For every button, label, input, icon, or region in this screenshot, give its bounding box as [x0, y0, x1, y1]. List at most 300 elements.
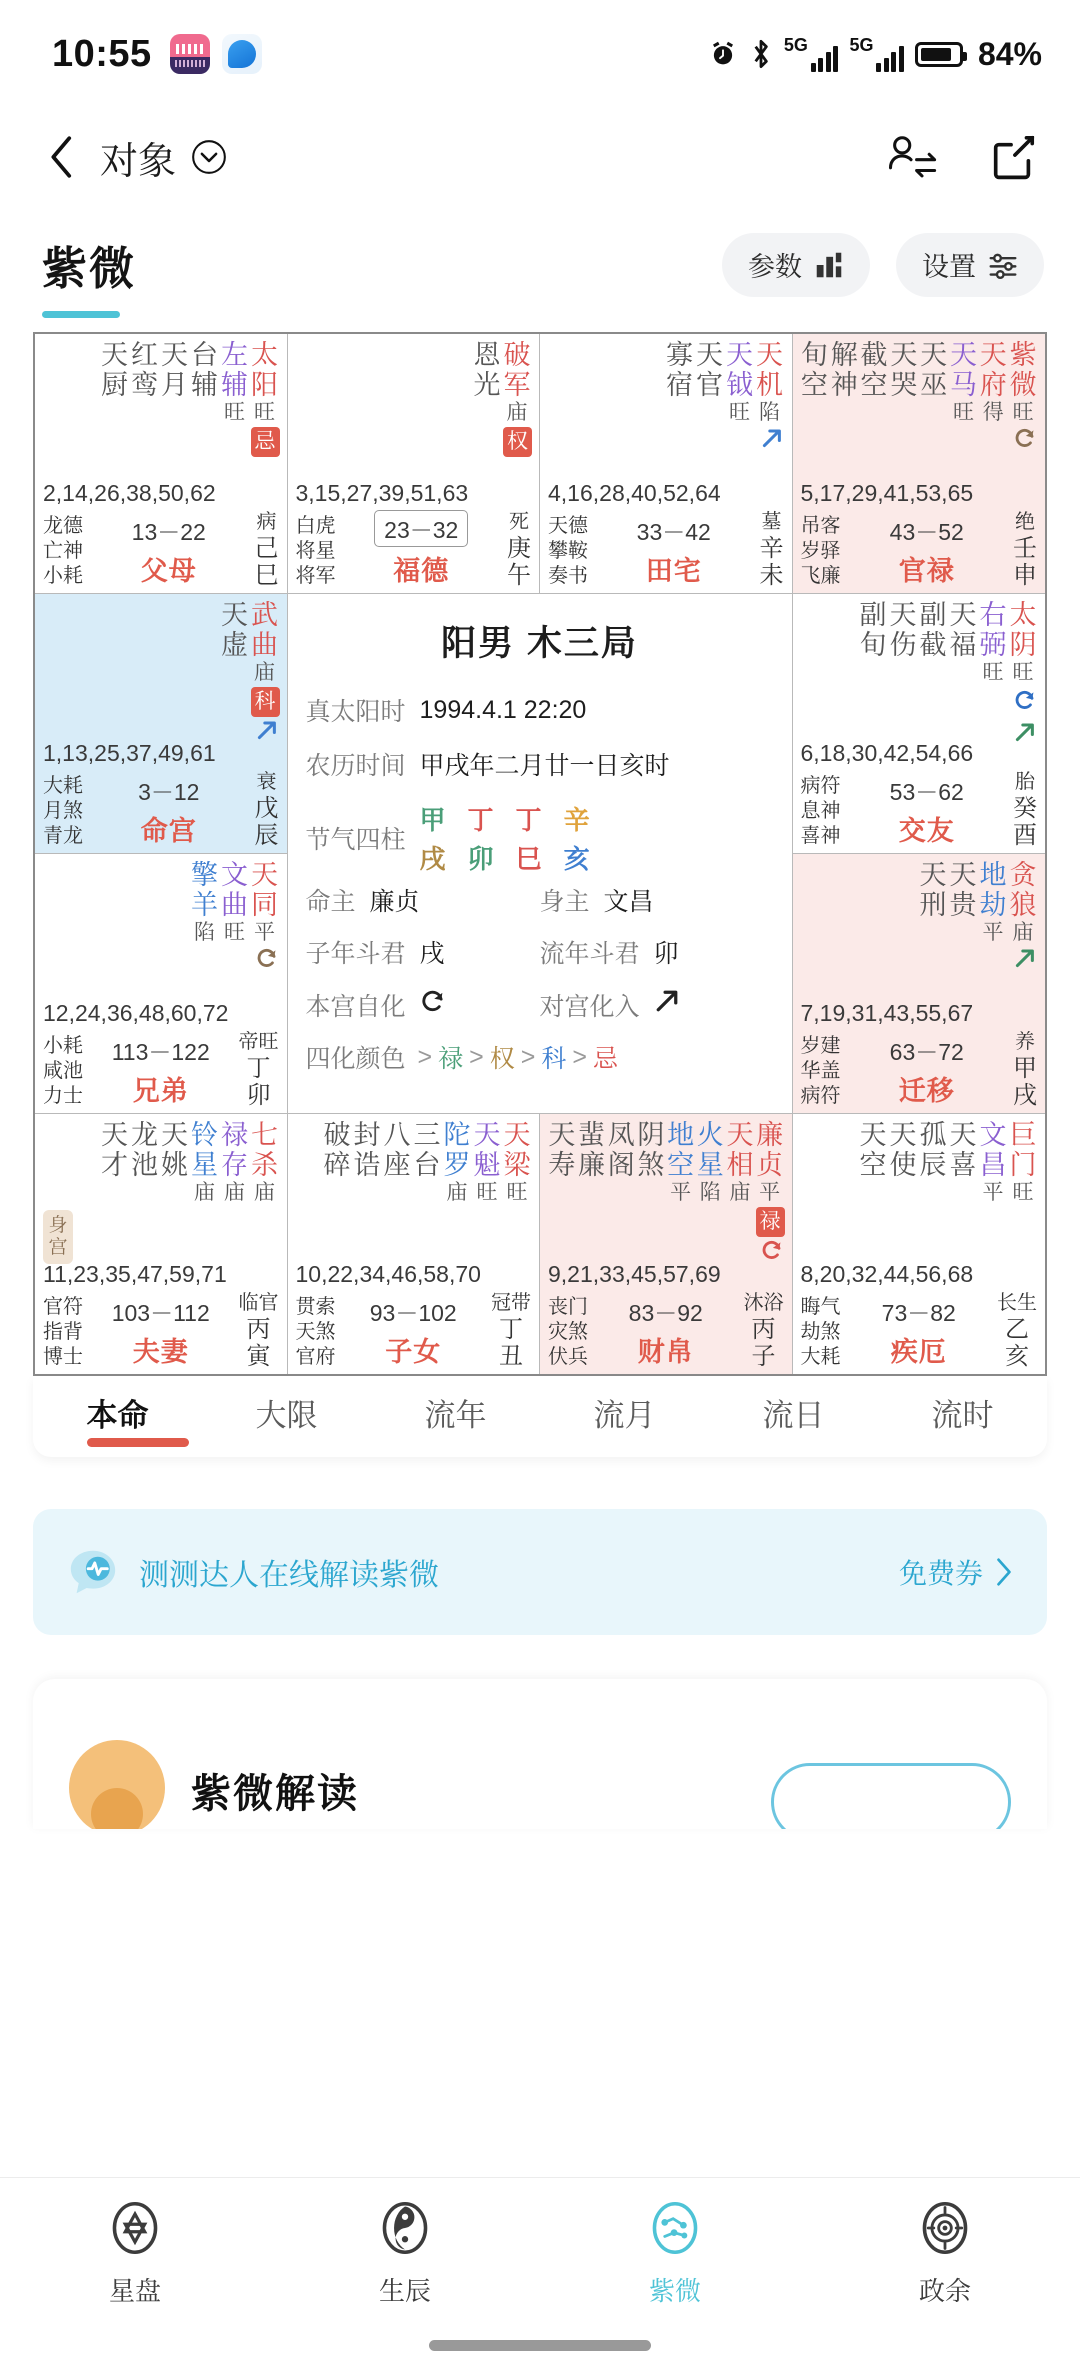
sihua-legend-row: [306, 1039, 774, 1075]
brightness: 旺: [254, 401, 275, 424]
palace-footer: [43, 770, 279, 849]
shensha-item: 攀鞍: [548, 540, 588, 562]
constellation-circle-icon: [647, 2200, 703, 2261]
sihua-legend-items: [418, 1039, 619, 1075]
palace-cell-福德[interactable]: [288, 334, 541, 594]
age-list: 4,16,28,40,52,64: [548, 480, 721, 506]
star-2: 红 鸾: [131, 340, 158, 400]
brightness: [412, 1181, 442, 1205]
shensha-list: [801, 1295, 841, 1370]
palace-stem-branch: [1013, 770, 1037, 849]
star-7: 天 梁: [503, 1120, 531, 1180]
page-header: [0, 206, 1080, 297]
decade-range: 73－82: [881, 1300, 956, 1326]
ming-zhu-value: 廉贞: [369, 888, 420, 916]
brightness: 旺: [224, 401, 245, 424]
params-button[interactable]: [722, 233, 870, 297]
ganzhi-char: 辛: [759, 535, 784, 562]
brightness: 得: [982, 401, 1004, 424]
decade-range: 53－62: [889, 779, 964, 805]
palace-cell-财帛[interactable]: [540, 1114, 793, 1374]
bottom-nav-label: 生辰: [378, 2276, 431, 2306]
lunar-label: 农历时间: [305, 752, 406, 780]
promo-banner[interactable]: [33, 1509, 1047, 1635]
palace-stem-branch: [255, 770, 279, 849]
brightness-row: [547, 401, 785, 425]
star-1: 天 寿: [548, 1120, 576, 1180]
brightness: 平: [670, 1181, 692, 1204]
star-list: [547, 1120, 785, 1180]
shensha-list: [801, 1034, 841, 1109]
interpretation-card-button[interactable]: [771, 1763, 1011, 1829]
tab-本命[interactable]: 本命: [86, 1398, 149, 1433]
chevron-right-icon: [993, 1557, 1015, 1587]
star-list: [800, 1120, 1039, 1180]
liu-dou-label: 流年斗君: [539, 940, 640, 968]
brightness: [829, 401, 859, 425]
bottom-nav-星盘[interactable]: [0, 2200, 270, 2308]
palace-cell-疾厄[interactable]: [793, 1114, 1046, 1374]
promo-cta-label: 免费券: [898, 1558, 983, 1589]
shensha-item: 小耗: [43, 1035, 83, 1057]
star-1: 天 空: [859, 1120, 887, 1180]
shensha-item: 奏书: [548, 565, 588, 587]
sihua-separator: >: [520, 1042, 536, 1071]
bottom-nav-紫微[interactable]: [540, 2200, 810, 2308]
bilibili-icon: [170, 34, 210, 74]
shensha-item: 丧门: [548, 1296, 588, 1318]
changsheng: 死: [509, 511, 529, 533]
star-8: 紫 微: [1009, 340, 1037, 400]
decade-range: 63－72: [889, 1039, 964, 1065]
palace-stem-branch: [1013, 510, 1037, 589]
palace-cell-交友[interactable]: [793, 594, 1046, 854]
changsheng: 养: [1015, 1031, 1035, 1053]
brightness: [322, 1181, 352, 1205]
shensha-item: 官符: [43, 1296, 83, 1318]
star-6: 火 星: [696, 1120, 724, 1180]
shensha-item: 月煞: [43, 800, 83, 822]
shensha-item: 华盖: [800, 1060, 841, 1082]
shensha-item: 病符: [800, 775, 841, 797]
changsheng: 胎: [1015, 771, 1035, 793]
decade-range: 3－12: [138, 779, 200, 805]
star-2: 封 诰: [353, 1120, 381, 1180]
brightness: [948, 661, 978, 685]
sihua-separator: >: [572, 1042, 587, 1071]
shensha-item: 力士: [43, 1085, 83, 1107]
star-5: 右 弼: [979, 600, 1007, 660]
star-list: [42, 600, 280, 660]
ganzhi-char: 午: [507, 562, 531, 589]
star-5: 禄 存: [221, 1120, 248, 1180]
transform-in-arrow-icon: [1012, 945, 1038, 976]
brightness: [577, 1181, 607, 1205]
age-list: 1,13,25,37,49,61: [43, 740, 216, 766]
ganzhi-char: 亥: [1005, 1343, 1029, 1370]
star-list: [42, 860, 280, 920]
ganzhi-char: 己: [254, 535, 279, 562]
palace-stem-branch: [239, 1291, 279, 1370]
signal-1: 5G: [784, 36, 839, 72]
shensha-item: 岁建: [800, 1035, 841, 1057]
palace-footer: [296, 510, 532, 589]
ganzhi-char: 戊: [254, 795, 279, 822]
palace-footer: [801, 1030, 1038, 1109]
star-2: 天 贵: [949, 860, 977, 920]
shensha-item: 岁驿: [800, 540, 841, 562]
star-2: 天 官: [696, 340, 723, 400]
palace-footer: [296, 1291, 532, 1370]
decade-range: 43－52: [889, 519, 964, 545]
promo-text: 测测达人在线解读紫微: [139, 1559, 439, 1592]
age-list: 12,24,36,48,60,72: [43, 1000, 229, 1026]
settings-label: 设置: [922, 252, 976, 282]
brightness: [220, 661, 250, 685]
tab-流月[interactable]: 流月: [593, 1398, 656, 1433]
star-2: 武 曲: [251, 600, 278, 660]
shensha-item: 博士: [43, 1346, 83, 1368]
lunar-value: 甲戌年二月廿一日亥时: [419, 752, 670, 780]
battery-percent: 84%: [977, 35, 1042, 72]
shensha-list: [801, 514, 841, 589]
palace-footer: [548, 1291, 784, 1370]
palace-name: 田宅: [645, 556, 702, 586]
brightness: [100, 401, 130, 425]
age-list: 5,17,29,41,53,65: [800, 480, 974, 506]
star-6: 七 杀: [251, 1120, 278, 1180]
sihua-separator: >: [469, 1042, 484, 1071]
shensha-item: 将星: [295, 540, 336, 562]
brightness: [160, 401, 190, 425]
changsheng: 沐浴: [743, 1292, 784, 1314]
ganzhi-char: 子: [751, 1343, 776, 1370]
brightness: [130, 401, 160, 425]
ming-zhu: [306, 882, 540, 918]
ganzhi-char: 丁: [499, 1316, 523, 1343]
palace-cell-兄弟[interactable]: [35, 854, 288, 1114]
palace-name: 疾厄: [890, 1337, 947, 1367]
hexagram-circle-icon: [107, 2200, 163, 2261]
star-2: 天 伤: [889, 600, 917, 660]
star-7: 天 府: [979, 340, 1007, 400]
star-5: 左 辅: [221, 340, 248, 400]
star-2: 蜚 廉: [578, 1120, 606, 1180]
brightness: 庙: [729, 1181, 751, 1204]
star-3: 截 空: [860, 340, 888, 400]
pillar-branch: 巳: [515, 844, 542, 874]
star-list: [547, 340, 785, 400]
palace-cell-田宅[interactable]: [540, 334, 793, 594]
star-5: 文 昌: [979, 1120, 1007, 1180]
chart-scope-tabs: [33, 1376, 1047, 1457]
brightness-row: [42, 1181, 280, 1205]
palace-cell-夫妻[interactable]: [35, 1114, 288, 1374]
palace-cell-父母[interactable]: [35, 334, 288, 594]
params-grid-icon: [814, 250, 844, 280]
brightness: [948, 921, 978, 945]
decade-range: 113－122: [111, 1039, 210, 1065]
palace-name: 迁移: [898, 1076, 955, 1106]
palace-cell-命宫[interactable]: [35, 594, 288, 854]
palace-cell-官禄[interactable]: [793, 334, 1046, 594]
star-4: 阴 煞: [637, 1120, 665, 1180]
bottom-nav-政余[interactable]: [810, 2200, 1080, 2308]
age-list: 9,21,33,45,57,69: [548, 1261, 721, 1287]
age-list: 7,19,31,43,55,67: [800, 1000, 974, 1026]
shensha-item: 飞廉: [800, 565, 841, 587]
palace-footer: [801, 510, 1038, 589]
star-2: 破 军: [503, 340, 531, 400]
palace-footer: [801, 770, 1038, 849]
self-transform-loop-icon: [418, 986, 448, 1023]
brightness: 陷: [699, 1181, 721, 1204]
brightness: 庙: [254, 661, 275, 684]
brightness: [472, 401, 502, 425]
shensha-item: 指背: [43, 1321, 83, 1343]
page-title-underline: [42, 311, 120, 318]
transform-in-arrow-icon: [652, 986, 682, 1023]
transform-in-arrow-icon: [1012, 719, 1038, 750]
palace-name: 福德: [393, 556, 450, 586]
sihua-badge: 忌: [251, 427, 280, 457]
pillar-stem: 丁: [515, 805, 542, 835]
shensha-list: [801, 774, 841, 849]
palace-stem-branch: [760, 510, 784, 589]
sihua-separator: >: [417, 1042, 433, 1071]
brightness: 旺: [1012, 661, 1034, 684]
decade-range: 93－102: [369, 1300, 457, 1326]
transform-legend-row: [306, 986, 774, 1023]
sihua-item-1: 禄: [438, 1045, 464, 1073]
palace-name: 父母: [140, 556, 197, 586]
brightness: [888, 661, 918, 685]
pillar-stem: 辛: [563, 805, 590, 835]
alarm-icon: [708, 39, 738, 69]
palace-stem-branch: [744, 1291, 784, 1370]
four-pillars-label: 节气四柱: [305, 826, 406, 854]
palace-footer: [43, 1030, 279, 1109]
interpretation-card[interactable]: [33, 1679, 1047, 1829]
settings-sliders-icon: [988, 250, 1018, 280]
ganzhi-char: 丙: [246, 1316, 271, 1343]
shensha-item: 天煞: [295, 1321, 336, 1343]
ganzhi-char: 未: [759, 562, 784, 589]
shensha-item: 喜神: [800, 825, 841, 847]
star-5: 陀 罗: [443, 1120, 471, 1180]
dou-jun-row: [306, 934, 774, 970]
brightness: 庙: [506, 401, 528, 424]
star-1: 副 旬: [859, 600, 887, 660]
decade-range: 13－22: [131, 519, 206, 545]
yinyang-circle-icon: [377, 2200, 433, 2261]
chart-type-title: 阳男 木三局: [441, 624, 638, 663]
star-list: [800, 340, 1039, 400]
center-info-panel: [288, 594, 793, 1114]
star-1: 旬 空: [800, 340, 828, 400]
star-2: 龙 池: [131, 1120, 158, 1180]
brightness: [948, 1181, 978, 1205]
shen-zhu-label: 身主: [539, 888, 590, 916]
true-solar-value: 1994.4.1 22:20: [419, 695, 587, 724]
status-time: 10:55: [52, 32, 152, 75]
brightness: [889, 401, 919, 425]
brightness: 庙: [224, 1181, 245, 1204]
star-4: 天 喜: [949, 1120, 977, 1180]
palace-cell-子女[interactable]: [288, 1114, 541, 1374]
brightness: 平: [759, 1181, 781, 1204]
shensha-item: 大耗: [43, 775, 83, 797]
changsheng: 临官: [238, 1292, 279, 1314]
brightness: [665, 401, 695, 425]
transform-marks: [800, 427, 1039, 453]
palace-stem-branch: [239, 1030, 279, 1109]
shensha-list: [43, 1034, 83, 1109]
ganzhi-char: 壬: [1013, 535, 1037, 562]
shensha-item: 小耗: [43, 565, 83, 587]
palace-footer: [548, 510, 784, 589]
pillar-4: [564, 800, 590, 876]
self-transform-loop-icon: [1012, 687, 1038, 718]
shensha-list: [296, 514, 336, 589]
cloud-icon: [222, 34, 262, 74]
brightness: 旺: [224, 921, 245, 944]
changsheng: 衰: [256, 771, 277, 793]
star-1: 恩 光: [473, 340, 501, 400]
changsheng: 帝旺: [238, 1031, 279, 1053]
self-transform-label: 本宫自化: [305, 992, 406, 1021]
brightness-row: [42, 401, 280, 425]
brightness: 平: [254, 921, 275, 944]
brightness: [859, 401, 889, 425]
tab-流年[interactable]: 流年: [424, 1398, 487, 1433]
shensha-item: 官府: [295, 1346, 336, 1368]
tab-大限[interactable]: 大限: [255, 1398, 318, 1433]
sihua-item-2: 权: [489, 1045, 515, 1073]
true-solar-label: 真太阳时: [305, 698, 406, 726]
brightness: [130, 1181, 160, 1205]
tab-流时[interactable]: 流时: [931, 1398, 994, 1433]
pillar-1: [420, 800, 446, 876]
star-1: 擎 羊: [191, 860, 218, 920]
changsheng: 病: [256, 511, 277, 533]
transform-in-arrow-icon: [759, 425, 785, 456]
changsheng: 冠带: [491, 1292, 531, 1314]
sihua-label: 四化颜色: [305, 1045, 406, 1073]
brightness: 庙: [446, 1181, 468, 1204]
share-icon[interactable]: [986, 130, 1040, 184]
star-7: 天 相: [726, 1120, 754, 1180]
sihua-item-3: 科: [541, 1045, 567, 1073]
shensha-item: 伏兵: [548, 1346, 588, 1368]
params-label: 参数: [748, 252, 802, 282]
star-6: 巨 门: [1009, 1120, 1037, 1180]
brightness: 旺: [476, 1181, 498, 1204]
app-nav-bar: [0, 108, 1080, 206]
switch-person-icon[interactable]: [886, 130, 940, 184]
star-4: 贪 狼: [1009, 860, 1037, 920]
changsheng: 绝: [1015, 511, 1035, 533]
brightness: [888, 1181, 918, 1205]
brightness: [100, 1181, 130, 1205]
brightness: [695, 401, 725, 425]
shensha-list: [43, 514, 83, 589]
pillar-2: [468, 800, 494, 876]
star-1: 天 虚: [221, 600, 248, 660]
star-1: 天 才: [101, 1120, 128, 1180]
brightness: [606, 1181, 636, 1205]
ganzhi-char: 癸: [1013, 795, 1037, 822]
brightness: 旺: [1012, 401, 1034, 424]
palace-name: 子女: [385, 1337, 442, 1367]
palace-cell-迁移[interactable]: [793, 854, 1046, 1114]
decade-range: 33－42: [636, 519, 711, 545]
self-transform-legend: [306, 986, 540, 1023]
ganzhi-char: 辰: [254, 822, 279, 849]
brightness-row: [42, 921, 280, 945]
shensha-item: 白虎: [295, 515, 336, 537]
tab-流日[interactable]: 流日: [762, 1398, 825, 1433]
star-4: 铃 星: [191, 1120, 218, 1180]
back-chevron-icon[interactable]: [36, 131, 88, 183]
star-list: [42, 340, 280, 400]
interpretation-card-title: 紫微解读: [191, 1771, 359, 1816]
bottom-nav-生辰[interactable]: [270, 2200, 540, 2308]
pillar-stem: 丁: [467, 805, 494, 835]
self-transform-loop-icon: [254, 945, 280, 976]
liu-dou-jun: [540, 934, 774, 970]
ganzhi-char: 酉: [1013, 822, 1037, 849]
shensha-item: 病符: [800, 1085, 841, 1107]
body-palace-badge: 身 宫: [43, 1210, 73, 1264]
promo-cta-button[interactable]: [899, 1552, 1015, 1592]
bluetooth-icon: [749, 38, 773, 70]
self-transform-loop-icon: [759, 1237, 785, 1268]
shensha-item: 青龙: [43, 825, 83, 847]
ganzhi-char: 甲: [1013, 1055, 1037, 1082]
four-pillars-values: [420, 800, 590, 876]
brightness-row: [295, 401, 533, 425]
star-list: [42, 1120, 280, 1180]
star-1: 破 碎: [323, 1120, 351, 1180]
star-6: 天 魁: [473, 1120, 501, 1180]
sihua-badge: 权: [503, 427, 532, 457]
age-list: 11,23,35,47,59,71: [43, 1261, 227, 1287]
changsheng: 长生: [997, 1292, 1037, 1314]
home-indicator: [429, 2340, 651, 2351]
star-list: [295, 340, 533, 400]
bottom-nav-label: 政余: [918, 2276, 971, 2306]
star-4: 天 机: [756, 340, 783, 400]
shensha-item: 咸池: [43, 1060, 83, 1082]
status-bar: [0, 0, 1080, 108]
star-3: 天 月: [161, 340, 188, 400]
star-1: 天 厨: [101, 340, 128, 400]
star-4: 三 台: [413, 1120, 441, 1180]
age-list: 10,22,34,46,58,70: [295, 1261, 481, 1287]
shensha-item: 天德: [548, 515, 588, 537]
settings-button[interactable]: [896, 233, 1044, 297]
ziwei-chart: [0, 318, 1080, 1376]
chevron-down-circle-icon[interactable]: [190, 138, 228, 176]
shensha-item: 吊客: [800, 515, 841, 537]
brightness: 陷: [759, 401, 780, 424]
palace-footer: [43, 1291, 279, 1370]
transform-in-arrow-icon: [254, 717, 280, 748]
brightness: 庙: [254, 1181, 275, 1204]
battery-icon: [915, 42, 963, 67]
ganzhi-char: 乙: [1005, 1316, 1029, 1343]
